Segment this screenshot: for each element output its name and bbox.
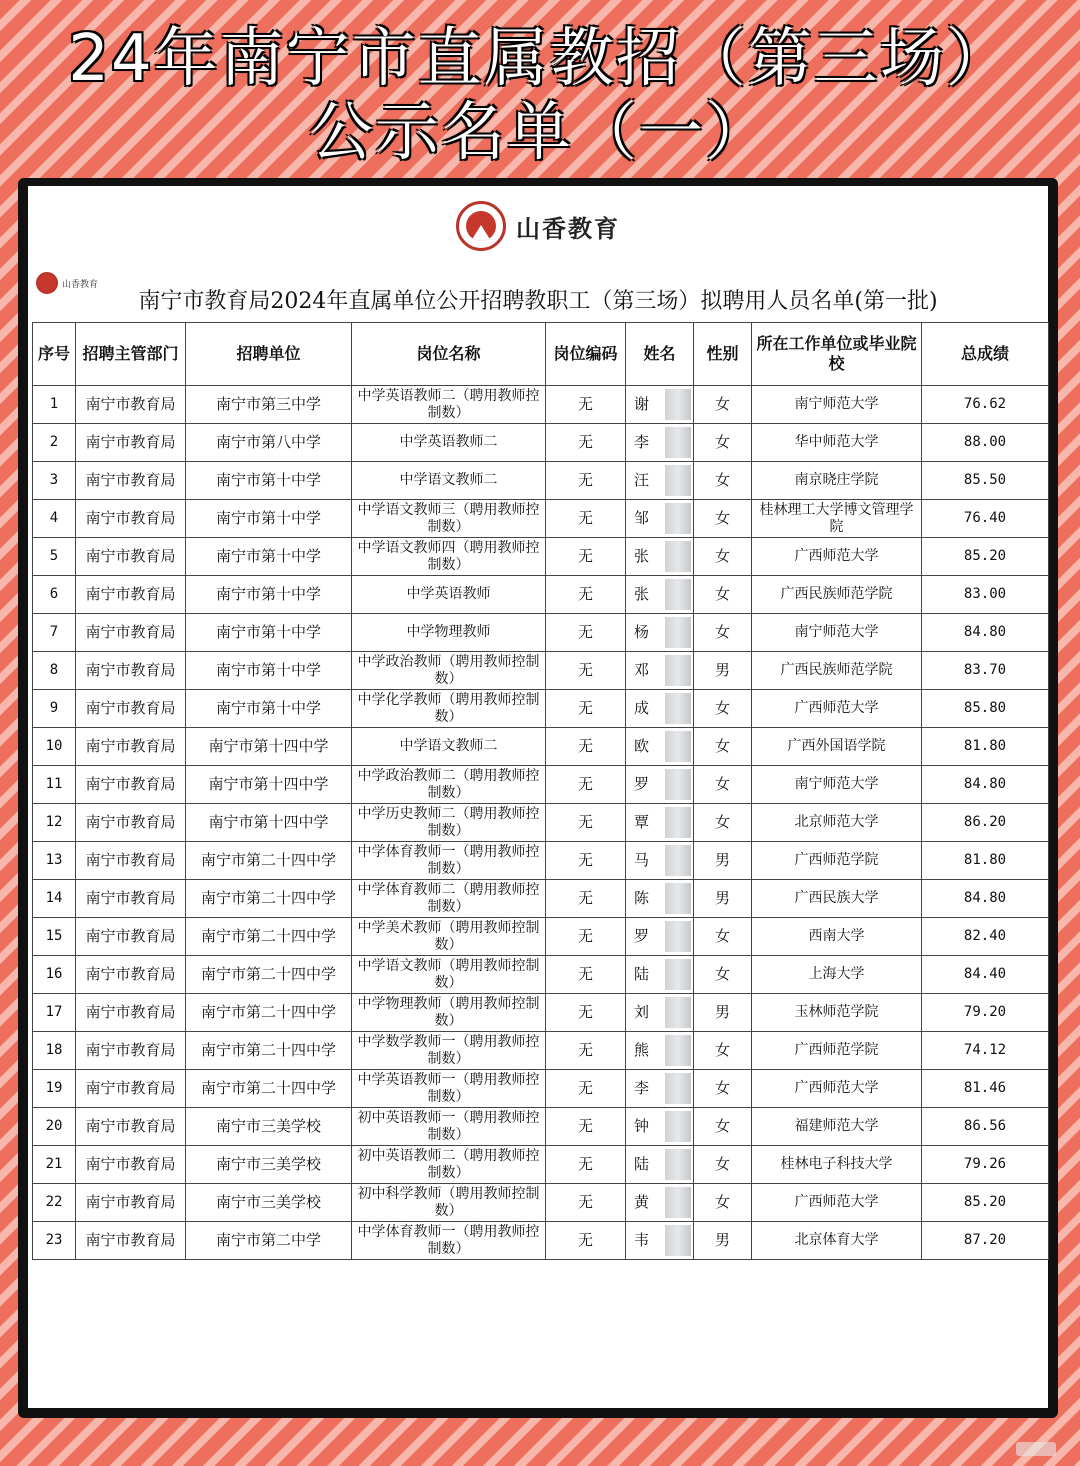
cell-score: 84.80	[922, 614, 1049, 652]
privacy-blur	[665, 731, 691, 762]
cell-dept: 南宁市教育局	[76, 994, 186, 1032]
name-text: 张	[634, 585, 650, 603]
cell-name	[626, 918, 694, 956]
cell-unit: 南宁市第二十四中学	[186, 956, 352, 994]
cell-dept: 南宁市教育局	[76, 880, 186, 918]
header-dept: 招聘主管部门	[76, 323, 186, 386]
cell-unit: 南宁市第十中学	[186, 500, 352, 538]
cell-school: 广西师范大学	[752, 690, 922, 728]
table-row	[33, 842, 1049, 880]
privacy-blur	[665, 541, 691, 572]
cell-unit: 南宁市第二十四中学	[186, 994, 352, 1032]
cell-position: 中学语文教师（聘用教师控制数）	[352, 956, 546, 994]
cell-code: 无	[546, 918, 626, 956]
privacy-blur	[665, 959, 691, 990]
cell-position: 中学美术教师（聘用教师控制数）	[352, 918, 546, 956]
cell-code: 无	[546, 462, 626, 500]
cell-school: 西南大学	[752, 918, 922, 956]
privacy-blur	[665, 389, 691, 420]
cell-name	[626, 1222, 694, 1260]
cell-code: 无	[546, 1184, 626, 1222]
cell-score: 83.00	[922, 576, 1049, 614]
cell-code: 无	[546, 1032, 626, 1070]
cell-score: 86.56	[922, 1108, 1049, 1146]
cell-code: 无	[546, 994, 626, 1032]
brand-header	[28, 196, 1048, 256]
name-text: 邓	[634, 661, 650, 679]
cell-gender: 女	[694, 766, 752, 804]
privacy-blur	[665, 1187, 691, 1218]
cell-dept: 南宁市教育局	[76, 918, 186, 956]
privacy-blur	[665, 465, 691, 496]
privacy-blur	[665, 579, 691, 610]
cell-school: 南宁师范大学	[752, 614, 922, 652]
cell-code: 无	[546, 956, 626, 994]
cell-score: 76.40	[922, 500, 1049, 538]
cell-name	[626, 462, 694, 500]
cell-unit: 南宁市第二十四中学	[186, 918, 352, 956]
header-code: 岗位编码	[546, 323, 626, 386]
cell-score: 74.12	[922, 1032, 1049, 1070]
privacy-blur	[665, 503, 691, 534]
cell-school: 南京晓庄学院	[752, 462, 922, 500]
privacy-blur	[665, 883, 691, 914]
cell-unit: 南宁市第十中学	[186, 576, 352, 614]
cell-score: 85.80	[922, 690, 1049, 728]
cell-dept: 南宁市教育局	[76, 1146, 186, 1184]
cell-school: 福建师范大学	[752, 1108, 922, 1146]
cell-name	[626, 1146, 694, 1184]
cell-index: 22	[33, 1184, 76, 1222]
cell-dept: 南宁市教育局	[76, 728, 186, 766]
cell-school: 广西外国语学院	[752, 728, 922, 766]
name-text: 李	[634, 433, 650, 451]
name-text: 黄	[634, 1193, 650, 1211]
cell-name	[626, 690, 694, 728]
name-text: 覃	[634, 813, 650, 831]
cell-code: 无	[546, 652, 626, 690]
table-row	[33, 538, 1049, 576]
cell-name	[626, 1070, 694, 1108]
cell-dept: 南宁市教育局	[76, 500, 186, 538]
document-title: 南宁市教育局2024年直属单位公开招聘教职工（第三场）拟聘用人员名单(第一批)	[138, 289, 938, 314]
cell-unit: 南宁市第二十四中学	[186, 1032, 352, 1070]
cell-gender: 女	[694, 424, 752, 462]
table-row	[33, 576, 1049, 614]
cell-name	[626, 538, 694, 576]
cell-unit: 南宁市第十中学	[186, 690, 352, 728]
cell-unit: 南宁市三美学校	[186, 1108, 352, 1146]
name-text: 陆	[634, 1155, 650, 1173]
brand-name: 山香教育	[516, 214, 620, 243]
table-row	[33, 462, 1049, 500]
cell-index: 15	[33, 918, 76, 956]
cell-name	[626, 1184, 694, 1222]
cell-gender: 女	[694, 1146, 752, 1184]
cell-name	[626, 652, 694, 690]
cell-unit: 南宁市第十中学	[186, 538, 352, 576]
header-index: 序号	[33, 323, 76, 386]
cell-position: 中学物理教师	[352, 614, 546, 652]
cell-gender: 女	[694, 1032, 752, 1070]
cell-position: 中学语文教师二	[352, 462, 546, 500]
cell-score: 87.20	[922, 1222, 1049, 1260]
mini-brand-label: 山香教育	[62, 279, 99, 290]
cell-score: 84.80	[922, 880, 1049, 918]
cell-index: 1	[33, 386, 76, 424]
cell-position: 中学体育教师一（聘用教师控制数）	[352, 1222, 546, 1260]
header-position: 岗位名称	[352, 323, 546, 386]
name-text: 熊	[634, 1041, 650, 1059]
table-row	[33, 994, 1049, 1032]
cell-index: 5	[33, 538, 76, 576]
cell-gender: 男	[694, 652, 752, 690]
cell-dept: 南宁市教育局	[76, 1184, 186, 1222]
cell-position: 初中英语教师二（聘用教师控制数）	[352, 1146, 546, 1184]
cell-name	[626, 804, 694, 842]
cell-school: 南宁师范大学	[752, 386, 922, 424]
cell-code: 无	[546, 804, 626, 842]
privacy-blur	[665, 655, 691, 686]
privacy-blur	[665, 1149, 691, 1180]
cell-index: 3	[33, 462, 76, 500]
cell-score: 85.20	[922, 538, 1049, 576]
cell-dept: 南宁市教育局	[76, 538, 186, 576]
cell-score: 81.46	[922, 1070, 1049, 1108]
name-text: 陆	[634, 965, 650, 983]
cell-gender: 男	[694, 880, 752, 918]
cell-name	[626, 424, 694, 462]
cell-position: 中学物理教师（聘用教师控制数）	[352, 994, 546, 1032]
cell-school: 广西师范大学	[752, 1070, 922, 1108]
privacy-blur	[665, 1111, 691, 1142]
cell-position: 中学语文教师二	[352, 728, 546, 766]
cell-code: 无	[546, 842, 626, 880]
cell-school: 桂林理工大学博文管理学院	[752, 500, 922, 538]
name-text: 罗	[634, 775, 650, 793]
table-body	[33, 386, 1049, 1260]
brand-logo-icon	[456, 201, 506, 251]
cell-index: 18	[33, 1032, 76, 1070]
cell-dept: 南宁市教育局	[76, 766, 186, 804]
table-row	[33, 1184, 1049, 1222]
cell-gender: 女	[694, 804, 752, 842]
privacy-blur	[665, 427, 691, 458]
cell-index: 14	[33, 880, 76, 918]
cell-gender: 女	[694, 1070, 752, 1108]
table-row	[33, 424, 1049, 462]
header-score: 总成绩	[922, 323, 1049, 386]
cell-school: 桂林电子科技大学	[752, 1146, 922, 1184]
hiring-list-table	[32, 322, 1049, 1260]
table-row	[33, 880, 1049, 918]
cell-dept: 南宁市教育局	[76, 462, 186, 500]
name-text: 汪	[634, 471, 650, 489]
cell-position: 中学政治教师（聘用教师控制数）	[352, 652, 546, 690]
cell-code: 无	[546, 1222, 626, 1260]
cell-school: 玉林师范学院	[752, 994, 922, 1032]
cell-index: 12	[33, 804, 76, 842]
cell-index: 8	[33, 652, 76, 690]
cell-name	[626, 766, 694, 804]
table-row	[33, 956, 1049, 994]
cell-code: 无	[546, 386, 626, 424]
name-text: 邹	[634, 509, 650, 527]
table-row	[33, 614, 1049, 652]
table-row	[33, 1222, 1049, 1260]
privacy-blur	[665, 997, 691, 1028]
privacy-blur	[665, 807, 691, 838]
table-row	[33, 690, 1049, 728]
table-row	[33, 500, 1049, 538]
name-text: 李	[634, 1079, 650, 1097]
cell-position: 中学体育教师一（聘用教师控制数）	[352, 842, 546, 880]
cell-index: 20	[33, 1108, 76, 1146]
cell-code: 无	[546, 690, 626, 728]
cell-school: 广西师范学院	[752, 842, 922, 880]
cell-gender: 女	[694, 1108, 752, 1146]
cell-position: 初中英语教师一（聘用教师控制数）	[352, 1108, 546, 1146]
cell-gender: 女	[694, 1184, 752, 1222]
cell-index: 23	[33, 1222, 76, 1260]
cell-score: 84.80	[922, 766, 1049, 804]
table-row	[33, 386, 1049, 424]
name-text: 陈	[634, 889, 650, 907]
cell-position: 中学英语教师	[352, 576, 546, 614]
table-row	[33, 766, 1049, 804]
cell-score: 85.50	[922, 462, 1049, 500]
cell-score: 81.80	[922, 728, 1049, 766]
document-sheet	[28, 186, 1048, 1408]
cell-index: 6	[33, 576, 76, 614]
cell-dept: 南宁市教育局	[76, 956, 186, 994]
cell-school: 广西民族师范学院	[752, 652, 922, 690]
name-text: 韦	[634, 1231, 650, 1249]
cell-dept: 南宁市教育局	[76, 690, 186, 728]
cell-index: 13	[33, 842, 76, 880]
name-text: 张	[634, 547, 650, 565]
header-name: 姓名	[626, 323, 694, 386]
cell-dept: 南宁市教育局	[76, 576, 186, 614]
cell-score: 86.20	[922, 804, 1049, 842]
cell-dept: 南宁市教育局	[76, 386, 186, 424]
table-row	[33, 1032, 1049, 1070]
table-row	[33, 1146, 1049, 1184]
cell-gender: 女	[694, 538, 752, 576]
cell-gender: 女	[694, 918, 752, 956]
cell-unit: 南宁市三美学校	[186, 1184, 352, 1222]
cell-code: 无	[546, 576, 626, 614]
cell-code: 无	[546, 424, 626, 462]
cell-unit: 南宁市第二中学	[186, 1222, 352, 1260]
cell-dept: 南宁市教育局	[76, 652, 186, 690]
privacy-blur	[665, 1225, 691, 1256]
header-unit: 招聘单位	[186, 323, 352, 386]
cell-code: 无	[546, 1070, 626, 1108]
cell-dept: 南宁市教育局	[76, 424, 186, 462]
table-row	[33, 728, 1049, 766]
name-text: 罗	[634, 927, 650, 945]
cell-position: 中学化学教师（聘用教师控制数）	[352, 690, 546, 728]
table-row	[33, 804, 1049, 842]
cell-score: 79.26	[922, 1146, 1049, 1184]
cell-index: 7	[33, 614, 76, 652]
cell-score: 82.40	[922, 918, 1049, 956]
cell-dept: 南宁市教育局	[76, 614, 186, 652]
cell-dept: 南宁市教育局	[76, 1070, 186, 1108]
cell-school: 广西民族师范学院	[752, 576, 922, 614]
name-text: 刘	[634, 1003, 650, 1021]
table-header-row	[33, 323, 1049, 386]
cell-position: 中学体育教师二（聘用教师控制数）	[352, 880, 546, 918]
cell-index: 11	[33, 766, 76, 804]
cell-code: 无	[546, 880, 626, 918]
cell-code: 无	[546, 614, 626, 652]
table-row	[33, 652, 1049, 690]
cell-dept: 南宁市教育局	[76, 1032, 186, 1070]
cell-score: 81.80	[922, 842, 1049, 880]
cell-name	[626, 1032, 694, 1070]
cell-unit: 南宁市第十四中学	[186, 728, 352, 766]
cell-unit: 南宁市第二十四中学	[186, 880, 352, 918]
cell-school: 上海大学	[752, 956, 922, 994]
cell-index: 9	[33, 690, 76, 728]
cell-index: 4	[33, 500, 76, 538]
headline-line-2: 公示名单（一）	[309, 96, 771, 170]
cell-index: 21	[33, 1146, 76, 1184]
cell-index: 19	[33, 1070, 76, 1108]
cell-position: 中学历史教师二（聘用教师控制数）	[352, 804, 546, 842]
cell-code: 无	[546, 766, 626, 804]
name-text: 杨	[634, 623, 650, 641]
cell-position: 中学英语教师一（聘用教师控制数）	[352, 1070, 546, 1108]
privacy-blur	[665, 693, 691, 724]
cell-gender: 女	[694, 386, 752, 424]
privacy-blur	[665, 617, 691, 648]
watermark	[1016, 1442, 1056, 1456]
cell-school: 北京体育大学	[752, 1222, 922, 1260]
name-text: 钟	[634, 1117, 650, 1135]
cell-gender: 女	[694, 956, 752, 994]
headline	[0, 22, 1080, 170]
cell-unit: 南宁市第二十四中学	[186, 1070, 352, 1108]
cell-index: 16	[33, 956, 76, 994]
cell-score: 85.20	[922, 1184, 1049, 1222]
cell-index: 10	[33, 728, 76, 766]
cell-gender: 女	[694, 728, 752, 766]
table-row	[33, 1108, 1049, 1146]
cell-school: 广西师范学院	[752, 1032, 922, 1070]
cell-gender: 男	[694, 842, 752, 880]
cell-code: 无	[546, 1146, 626, 1184]
cell-name	[626, 500, 694, 538]
cell-position: 中学英语教师二	[352, 424, 546, 462]
cell-school: 广西民族大学	[752, 880, 922, 918]
document-card	[18, 178, 1058, 1418]
cell-dept: 南宁市教育局	[76, 842, 186, 880]
privacy-blur	[665, 769, 691, 800]
cell-name	[626, 614, 694, 652]
cell-gender: 男	[694, 1222, 752, 1260]
name-text: 马	[634, 851, 650, 869]
headline-line-1: 24年南宁市直属教招（第三场）	[68, 22, 1012, 96]
cell-unit: 南宁市第十中学	[186, 652, 352, 690]
cell-school: 北京师范大学	[752, 804, 922, 842]
cell-unit: 南宁市第十四中学	[186, 766, 352, 804]
cell-position: 中学政治教师二（聘用教师控制数）	[352, 766, 546, 804]
cell-code: 无	[546, 1108, 626, 1146]
cell-score: 76.62	[922, 386, 1049, 424]
cell-position: 中学英语教师二（聘用教师控制数）	[352, 386, 546, 424]
name-text: 成	[634, 699, 650, 717]
cell-name	[626, 956, 694, 994]
header-gender: 性别	[694, 323, 752, 386]
cell-position: 中学语文教师四（聘用教师控制数）	[352, 538, 546, 576]
privacy-blur	[665, 1073, 691, 1104]
cell-score: 88.00	[922, 424, 1049, 462]
cell-unit: 南宁市第十中学	[186, 462, 352, 500]
cell-score: 84.40	[922, 956, 1049, 994]
privacy-blur	[665, 921, 691, 952]
cell-name	[626, 1108, 694, 1146]
table-row	[33, 918, 1049, 956]
cell-position: 中学数学教师一（聘用教师控制数）	[352, 1032, 546, 1070]
cell-name	[626, 728, 694, 766]
cell-gender: 女	[694, 500, 752, 538]
privacy-blur	[665, 1035, 691, 1066]
cell-name	[626, 880, 694, 918]
cell-gender: 女	[694, 614, 752, 652]
cell-school: 广西师范大学	[752, 1184, 922, 1222]
cell-gender: 女	[694, 576, 752, 614]
cell-gender: 女	[694, 462, 752, 500]
cell-gender: 女	[694, 690, 752, 728]
privacy-blur	[665, 845, 691, 876]
cell-school: 南宁师范大学	[752, 766, 922, 804]
cell-code: 无	[546, 728, 626, 766]
cell-index: 17	[33, 994, 76, 1032]
cell-name	[626, 386, 694, 424]
cell-dept: 南宁市教育局	[76, 1222, 186, 1260]
cell-position: 初中科学教师（聘用教师控制数）	[352, 1184, 546, 1222]
cell-index: 2	[33, 424, 76, 462]
cell-name	[626, 576, 694, 614]
cell-school: 广西师范大学	[752, 538, 922, 576]
cell-school: 华中师范大学	[752, 424, 922, 462]
name-text: 欧	[634, 737, 650, 755]
name-text: 谢	[634, 395, 650, 413]
cell-unit: 南宁市第十四中学	[186, 804, 352, 842]
cell-name	[626, 842, 694, 880]
cell-unit: 南宁市第二十四中学	[186, 842, 352, 880]
cell-score: 79.20	[922, 994, 1049, 1032]
table-row	[33, 1070, 1049, 1108]
cell-gender: 男	[694, 994, 752, 1032]
cell-code: 无	[546, 538, 626, 576]
cell-score: 83.70	[922, 652, 1049, 690]
header-school: 所在工作单位或毕业院校	[752, 323, 922, 386]
cell-code: 无	[546, 500, 626, 538]
cell-name	[626, 994, 694, 1032]
cell-unit: 南宁市三美学校	[186, 1146, 352, 1184]
cell-unit: 南宁市第八中学	[186, 424, 352, 462]
cell-dept: 南宁市教育局	[76, 1108, 186, 1146]
cell-unit: 南宁市第三中学	[186, 386, 352, 424]
cell-dept: 南宁市教育局	[76, 804, 186, 842]
cell-position: 中学语文教师三（聘用教师控制数）	[352, 500, 546, 538]
cell-unit: 南宁市第十中学	[186, 614, 352, 652]
